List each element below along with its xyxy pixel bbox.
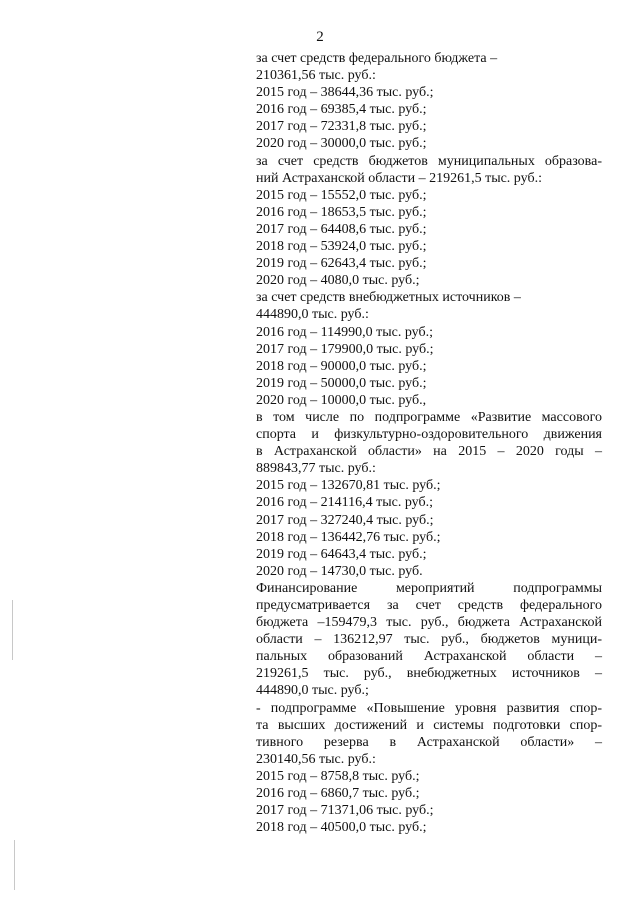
text-line: 2015 год – 8758,8 тыс. руб.; (256, 768, 420, 784)
text-line: 2018 год – 40500,0 тыс. руб.; (256, 820, 427, 836)
text-line: 2020 год – 4080,0 тыс. руб.; (256, 273, 420, 289)
text-line: 2018 год – 136442,76 тыс. руб.; (256, 529, 441, 545)
scan-mark (12, 600, 13, 660)
text-line: ний Астраханской области – 219261,5 тыс. руб.: (256, 170, 542, 186)
text-line: 2017 год – 72331,8 тыс. руб.; (256, 119, 427, 135)
text-line: 2017 год – 179900,0 тыс. руб.; (256, 341, 434, 357)
text-line: 2016 год – 114990,0 тыс. руб.; (256, 324, 433, 340)
text-line: - подпрограмме «Повышение уровня развития спор- (256, 700, 602, 716)
text-line: 2016 год – 69385,4 тыс. руб.; (256, 102, 427, 118)
text-line: та высших достижений и системы подготовки спор- (256, 717, 602, 733)
text-line: 2020 год – 30000,0 тыс. руб.; (256, 136, 427, 152)
text-line: 2020 год – 10000,0 тыс. руб., (256, 392, 427, 408)
text-line: области – 136212,97 тыс. руб., бюджетов муници- (256, 632, 602, 648)
text-line: 2019 год – 62643,4 тыс. руб.; (256, 256, 427, 272)
text-line: 2019 год – 50000,0 тыс. руб.; (256, 375, 427, 391)
text-line: 2015 год – 38644,36 тыс. руб.; (256, 85, 434, 101)
text-line: 230140,56 тыс. руб.: (256, 751, 376, 767)
text-line: тивного резерва в Астраханской области» – (256, 734, 602, 750)
text-line: бюджета –159479,3 тыс. руб., бюджета Астраханской (256, 615, 602, 631)
text-line: в Астраханской области» на 2015 – 2020 годы – (256, 444, 602, 460)
text-line: 2018 год – 53924,0 тыс. руб.; (256, 239, 427, 255)
scan-mark (14, 840, 15, 890)
text-line: 2018 год – 90000,0 тыс. руб.; (256, 358, 427, 374)
text-line: 2016 год – 6860,7 тыс. руб.; (256, 786, 420, 802)
text-line: 2020 год – 14730,0 тыс. руб. (256, 563, 423, 579)
page-number: 2 (316, 29, 324, 45)
text-line: 2017 год – 71371,06 тыс. руб.; (256, 803, 434, 819)
text-line: 2015 год – 15552,0 тыс. руб.; (256, 187, 427, 203)
text-line: Финансирование мероприятий подпрограммы (256, 580, 602, 596)
text-line: 889843,77 тыс. руб.: (256, 461, 376, 477)
text-line: 2015 год – 132670,81 тыс. руб.; (256, 478, 441, 494)
text-line: за счет средств федерального бюджета – (256, 51, 498, 66)
text-line: за счет средств бюджетов муниципальных образова- (256, 153, 602, 169)
text-line: 219261,5 тыс. руб., внебюджетных источников – (256, 666, 602, 682)
text-line: 2017 год – 64408,6 тыс. руб.; (256, 221, 427, 237)
text-line: 2019 год – 64643,4 тыс. руб.; (256, 546, 427, 562)
text-line: спорта и физкультурно-оздоровительного движения (256, 427, 602, 443)
text-line: предусматривается за счет средств федерального (256, 598, 602, 613)
text-line: 444890,0 тыс. руб.: (256, 307, 369, 323)
text-line: в том числе по подпрограмме «Развитие массового (256, 409, 602, 425)
document-text-column (256, 50, 602, 836)
text-line: 2016 год – 18653,5 тыс. руб.; (256, 204, 427, 220)
text-line: пальных образований Астраханской области – (256, 649, 602, 665)
text-line: 444890,0 тыс. руб.; (256, 683, 369, 699)
text-line: 2017 год – 327240,4 тыс. руб.; (256, 512, 434, 528)
text-line: 2016 год – 214116,4 тыс. руб.; (256, 495, 433, 511)
text-line: за счет средств внебюджетных источников – (256, 290, 521, 306)
text-line: 210361,56 тыс. руб.: (256, 68, 376, 84)
